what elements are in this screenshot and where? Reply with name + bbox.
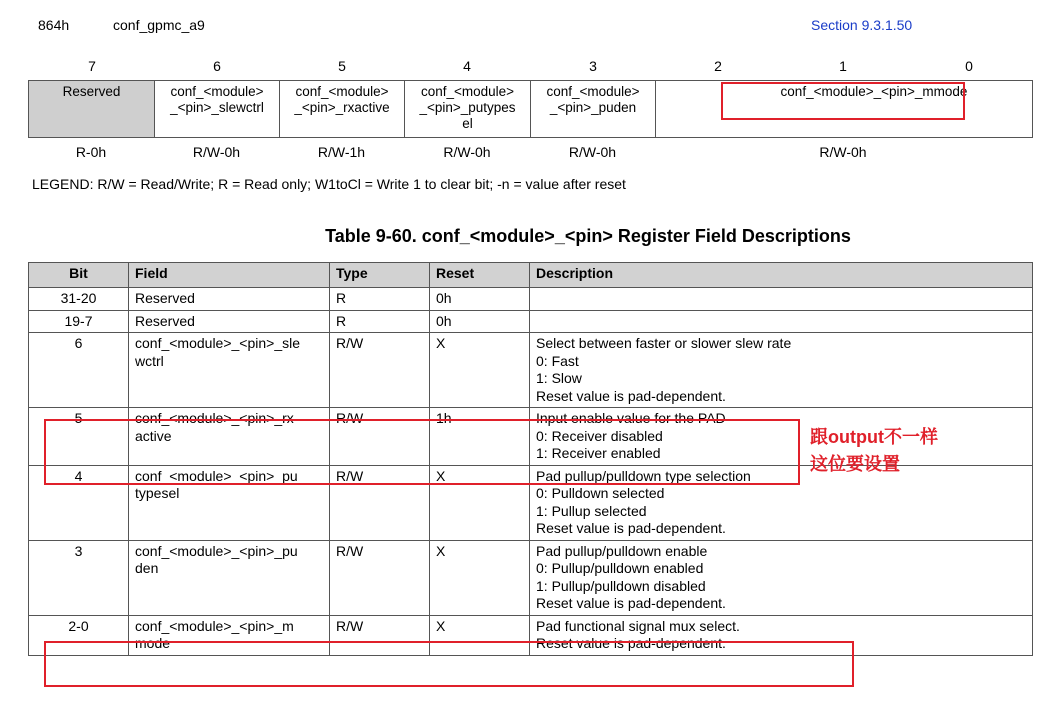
field-line: conf_<module>_<pin>_m <box>135 617 294 634</box>
cell-line: el <box>462 116 473 131</box>
highlight-box-mmode-row <box>44 641 854 687</box>
cell-reset: X <box>430 465 530 540</box>
description-line: 1: Pullup selected <box>536 502 647 519</box>
cell-bit: 4 <box>29 465 129 540</box>
cell-line: _<pin>_rxactive <box>294 100 390 115</box>
description-line: Pad pullup/pulldown enable <box>536 542 708 559</box>
cell-type: R/W <box>330 333 430 408</box>
description-line: 1: Pullup/pulldown disabled <box>536 577 706 594</box>
description-line: Reset value is pad-dependent. <box>536 387 726 404</box>
description-line: Select between faster or slower slew rate <box>536 335 792 351</box>
field-line: conf_<module>_<pin>_pu <box>135 542 298 559</box>
bit-number-5: 5 <box>338 58 346 74</box>
cell-description <box>530 288 1033 311</box>
bit-number-3: 3 <box>589 58 597 74</box>
cell-field: Reserved <box>129 310 330 333</box>
header-type: Type <box>330 263 430 288</box>
register-cell-puden <box>531 81 656 137</box>
cell-line: Reserved <box>62 84 121 99</box>
cell-line: conf_<module> <box>420 84 515 99</box>
bit-number-6: 6 <box>213 58 221 74</box>
field-line: typesel <box>135 485 180 501</box>
cell-description <box>530 540 1033 615</box>
cell-reset: X <box>430 333 530 408</box>
description-line: Pad functional signal mux select. <box>536 617 740 634</box>
field-line: active <box>135 427 172 444</box>
cell-type: R <box>330 310 430 333</box>
register-cell-slewctrl <box>155 81 280 137</box>
register-offset: 864h <box>38 17 70 33</box>
annotation-line: 这位要设置 <box>810 454 900 474</box>
field-line: conf_<module>_<pin>_pu <box>135 467 298 484</box>
cell-field <box>129 540 330 615</box>
cell-description <box>530 333 1033 408</box>
table-row <box>29 333 1033 408</box>
description-line: 0: Fast <box>536 352 579 369</box>
register-cell-putypesel <box>405 81 531 137</box>
cell-reset: X <box>430 540 530 615</box>
field-line: mode <box>135 635 171 651</box>
cell-line: conf_<module>_<pin>_mmode <box>780 84 968 99</box>
description-line: Reset value is pad-dependent. <box>536 520 726 536</box>
cell-type: R/W <box>330 615 430 655</box>
register-name: conf_gpmc_a9 <box>113 17 205 33</box>
field-line: den <box>135 560 159 576</box>
description-line: Reset value is pad-dependent. <box>536 595 726 611</box>
bit-number-4: 4 <box>463 58 471 74</box>
cell-bit: 31-20 <box>29 288 129 311</box>
cell-reset: 0h <box>430 288 530 311</box>
field-line: conf_<module>_<pin>_rx <box>135 410 294 426</box>
cell-field <box>129 333 330 408</box>
cell-bit: 19-7 <box>29 310 129 333</box>
header-reset: Reset <box>430 263 530 288</box>
description-line: 0: Pullup/pulldown enabled <box>536 560 704 576</box>
description-line: Input enable value for the PAD <box>536 410 726 426</box>
table-row <box>29 540 1033 615</box>
cell-reset: X <box>430 615 530 655</box>
cell-line: _<pin>_slewctrl <box>170 100 264 115</box>
field-line: wctrl <box>135 352 164 369</box>
register-cell-rxactive <box>280 81 405 137</box>
highlight-box-mmode <box>721 82 965 120</box>
cell-reset: 1h <box>430 408 530 466</box>
cell-type: R/W <box>330 408 430 466</box>
cell-field: Reserved <box>129 288 330 311</box>
access-puden: R/W-0h <box>568 144 617 160</box>
register-cell-reserved <box>29 81 155 137</box>
header-bit: Bit <box>29 263 129 288</box>
cell-bit: 2-0 <box>29 615 129 655</box>
bit-number-1: 1 <box>839 58 847 74</box>
header-description: Description <box>530 263 1033 288</box>
cell-line: conf_<module> <box>295 84 389 99</box>
section-link[interactable]: Section 9.3.1.50 <box>811 17 913 33</box>
bit-number-2: 2 <box>714 58 722 74</box>
access-slewctrl: R/W-0h <box>192 144 241 160</box>
cell-type: R <box>330 288 430 311</box>
bit-number-7: 7 <box>88 58 96 74</box>
cell-bit: 6 <box>29 333 129 408</box>
description-line: 0: Pulldown selected <box>536 485 665 501</box>
description-line: Pad pullup/pulldown type selection <box>536 467 751 484</box>
table-caption-text: Table 9-60. conf_<module>_<pin> Register Field Descriptions <box>325 226 851 246</box>
cell-line: conf_<module> <box>170 84 264 99</box>
highlight-box-rxactive <box>44 419 800 485</box>
access-rxactive: R/W-1h <box>317 144 366 160</box>
field-line: conf_<module>_<pin>_sle <box>135 335 301 351</box>
cell-line: _<pin>_puden <box>549 100 637 115</box>
description-line: 0: Receiver disabled <box>536 427 663 444</box>
description-line: 1: Slow <box>536 370 582 386</box>
cell-description <box>530 310 1033 333</box>
cell-reset: 0h <box>430 310 530 333</box>
access-mmode: R/W-0h <box>819 144 867 160</box>
table-row <box>29 310 1033 333</box>
header-field: Field <box>129 263 330 288</box>
cell-bit: 3 <box>29 540 129 615</box>
legend: LEGEND: R/W = Read/Write; R = Read only; W1toCl = Write 1 to clear bit; -n = value after reset <box>32 176 626 192</box>
table-caption <box>0 226 1051 247</box>
table-row <box>29 288 1033 311</box>
cell-type: R/W <box>330 465 430 540</box>
cell-type: R/W <box>330 540 430 615</box>
access-reserved: R-0h <box>75 144 107 160</box>
cell-line: conf_<module> <box>546 84 640 99</box>
table-header-row <box>29 263 1033 288</box>
annotation-line: 跟output不一样 <box>810 427 938 447</box>
annotation-note <box>810 424 938 478</box>
access-putypesel: R/W-0h <box>443 144 491 160</box>
description-line: 1: Receiver enabled <box>536 445 661 461</box>
description-line: Reset value is pad-dependent. <box>536 635 726 651</box>
bit-number-0: 0 <box>965 58 973 74</box>
cell-bit: 5 <box>29 408 129 466</box>
cell-line: _<pin>_putypes <box>419 100 516 115</box>
